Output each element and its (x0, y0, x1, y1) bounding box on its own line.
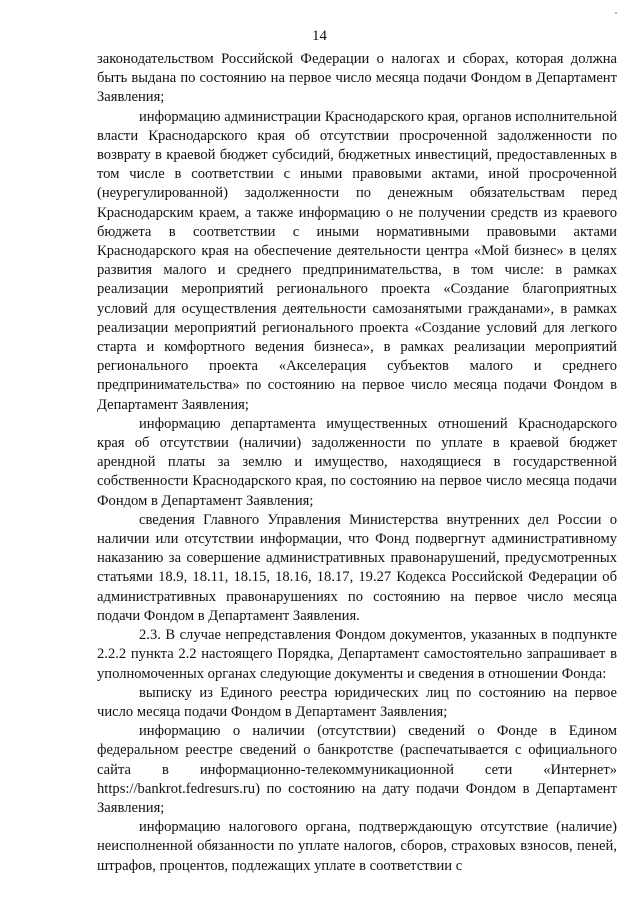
document-body (97, 50, 617, 876)
paragraph-tax-authority-info: информацию налогового органа, подтверждающую отсутствие (наличие) неисполненной обязанности по уплате налогов, сборов, страховых взносов, пеней, штрафов, процентов, подлежащих уплате в соответствии с (97, 819, 617, 874)
paragraph-property-department-info: информацию департамента имущественных отношений Краснодарского края об отсутствии (наличии) задолженности по уплате в краевой бюджет арендной платы за землю и имущество, находящиеся в государственной собственности Краснодарского края, по состоянию на первое число месяца подачи Фондом в Департамент Заявления; (97, 415, 617, 509)
page-number: 14 (312, 28, 327, 44)
paragraph-legal-entities-extract: выписку из Единого реестра юридических лиц по состоянию на первое число месяца подачи Фондом в Департамент Заявления; (97, 684, 617, 720)
paragraph-bankruptcy-registry: информацию о наличии (отсутствии) сведений о Фонде в Едином федеральном реестре сведений о банкротстве (распечатывается с официального сайта в информационно-телекоммуникационной сети «Интернет» https://bankrot.fedresurs.ru) по состоянию на дату подачи Фондом в Департамент Заявления; (97, 723, 617, 816)
paragraph-clause-2-3: 2.3. В случае непредставления Фондом документов, указанных в подпункте 2.2.2 пункта 2.2 настоящего Порядка, Департамент самостоятельно запрашивает в уполномоченных органах следующие документы и сведения в отношении Фонда: (97, 627, 617, 682)
paragraph-continuation: законодательством Российской Федерации о налогах и сборах, которая должна быть выдана по состоянию на первое число месяца подачи Фондом в Департамент Заявления; (97, 51, 617, 106)
paragraph-interior-ministry-info: сведения Главного Управления Министерства внутренних дел России о наличии или отсутствии информации, что Фонд подвергнут административному наказанию за совершение административных правонарушений, предусмотренных статьями 18.9, 18.11, 18.15, 18.16, 18.17, 19.27 Кодекса Российской Федерации об административных правонарушениях по состоянию на первое число месяца подачи Фондом в Департамент Заявления. (97, 511, 617, 624)
paragraph-administration-info: информацию администрации Краснодарского края, органов исполнительной власти Краснодарского края об отсутствии просроченной задолженности по возврату в краевой бюджет субсидий, бюджетных инвестиций, предоставленных в том числе в соответствии с иными правовыми актами, иной просроченной (неурегулированной) задолженности по денежным обязательствам перед Краснодарским краем, а также информацию о не получении средств из краевого бюджета в соответствии с иными нормативными правовыми актами Краснодарского края на обеспечение деятельности центра «Мой бизнес» в целях развития малого и среднего предпринимательства, в том числе: в рамках реализации мероприятий регионального проекта «Создание благоприятных условий для осуществления деятельности самозанятыми гражданами», в рамках реализации мероприятий регионального проекта «Создание условий для легкого старта и комфортного ведения бизнеса», в рамках реализации мероприятий регионального проекта «Акселерация субъектов малого и среднего предпринимательства» по состоянию на первое число месяца подачи Фондом в Департамент Заявления; (97, 108, 617, 413)
scan-dot (615, 12, 617, 14)
